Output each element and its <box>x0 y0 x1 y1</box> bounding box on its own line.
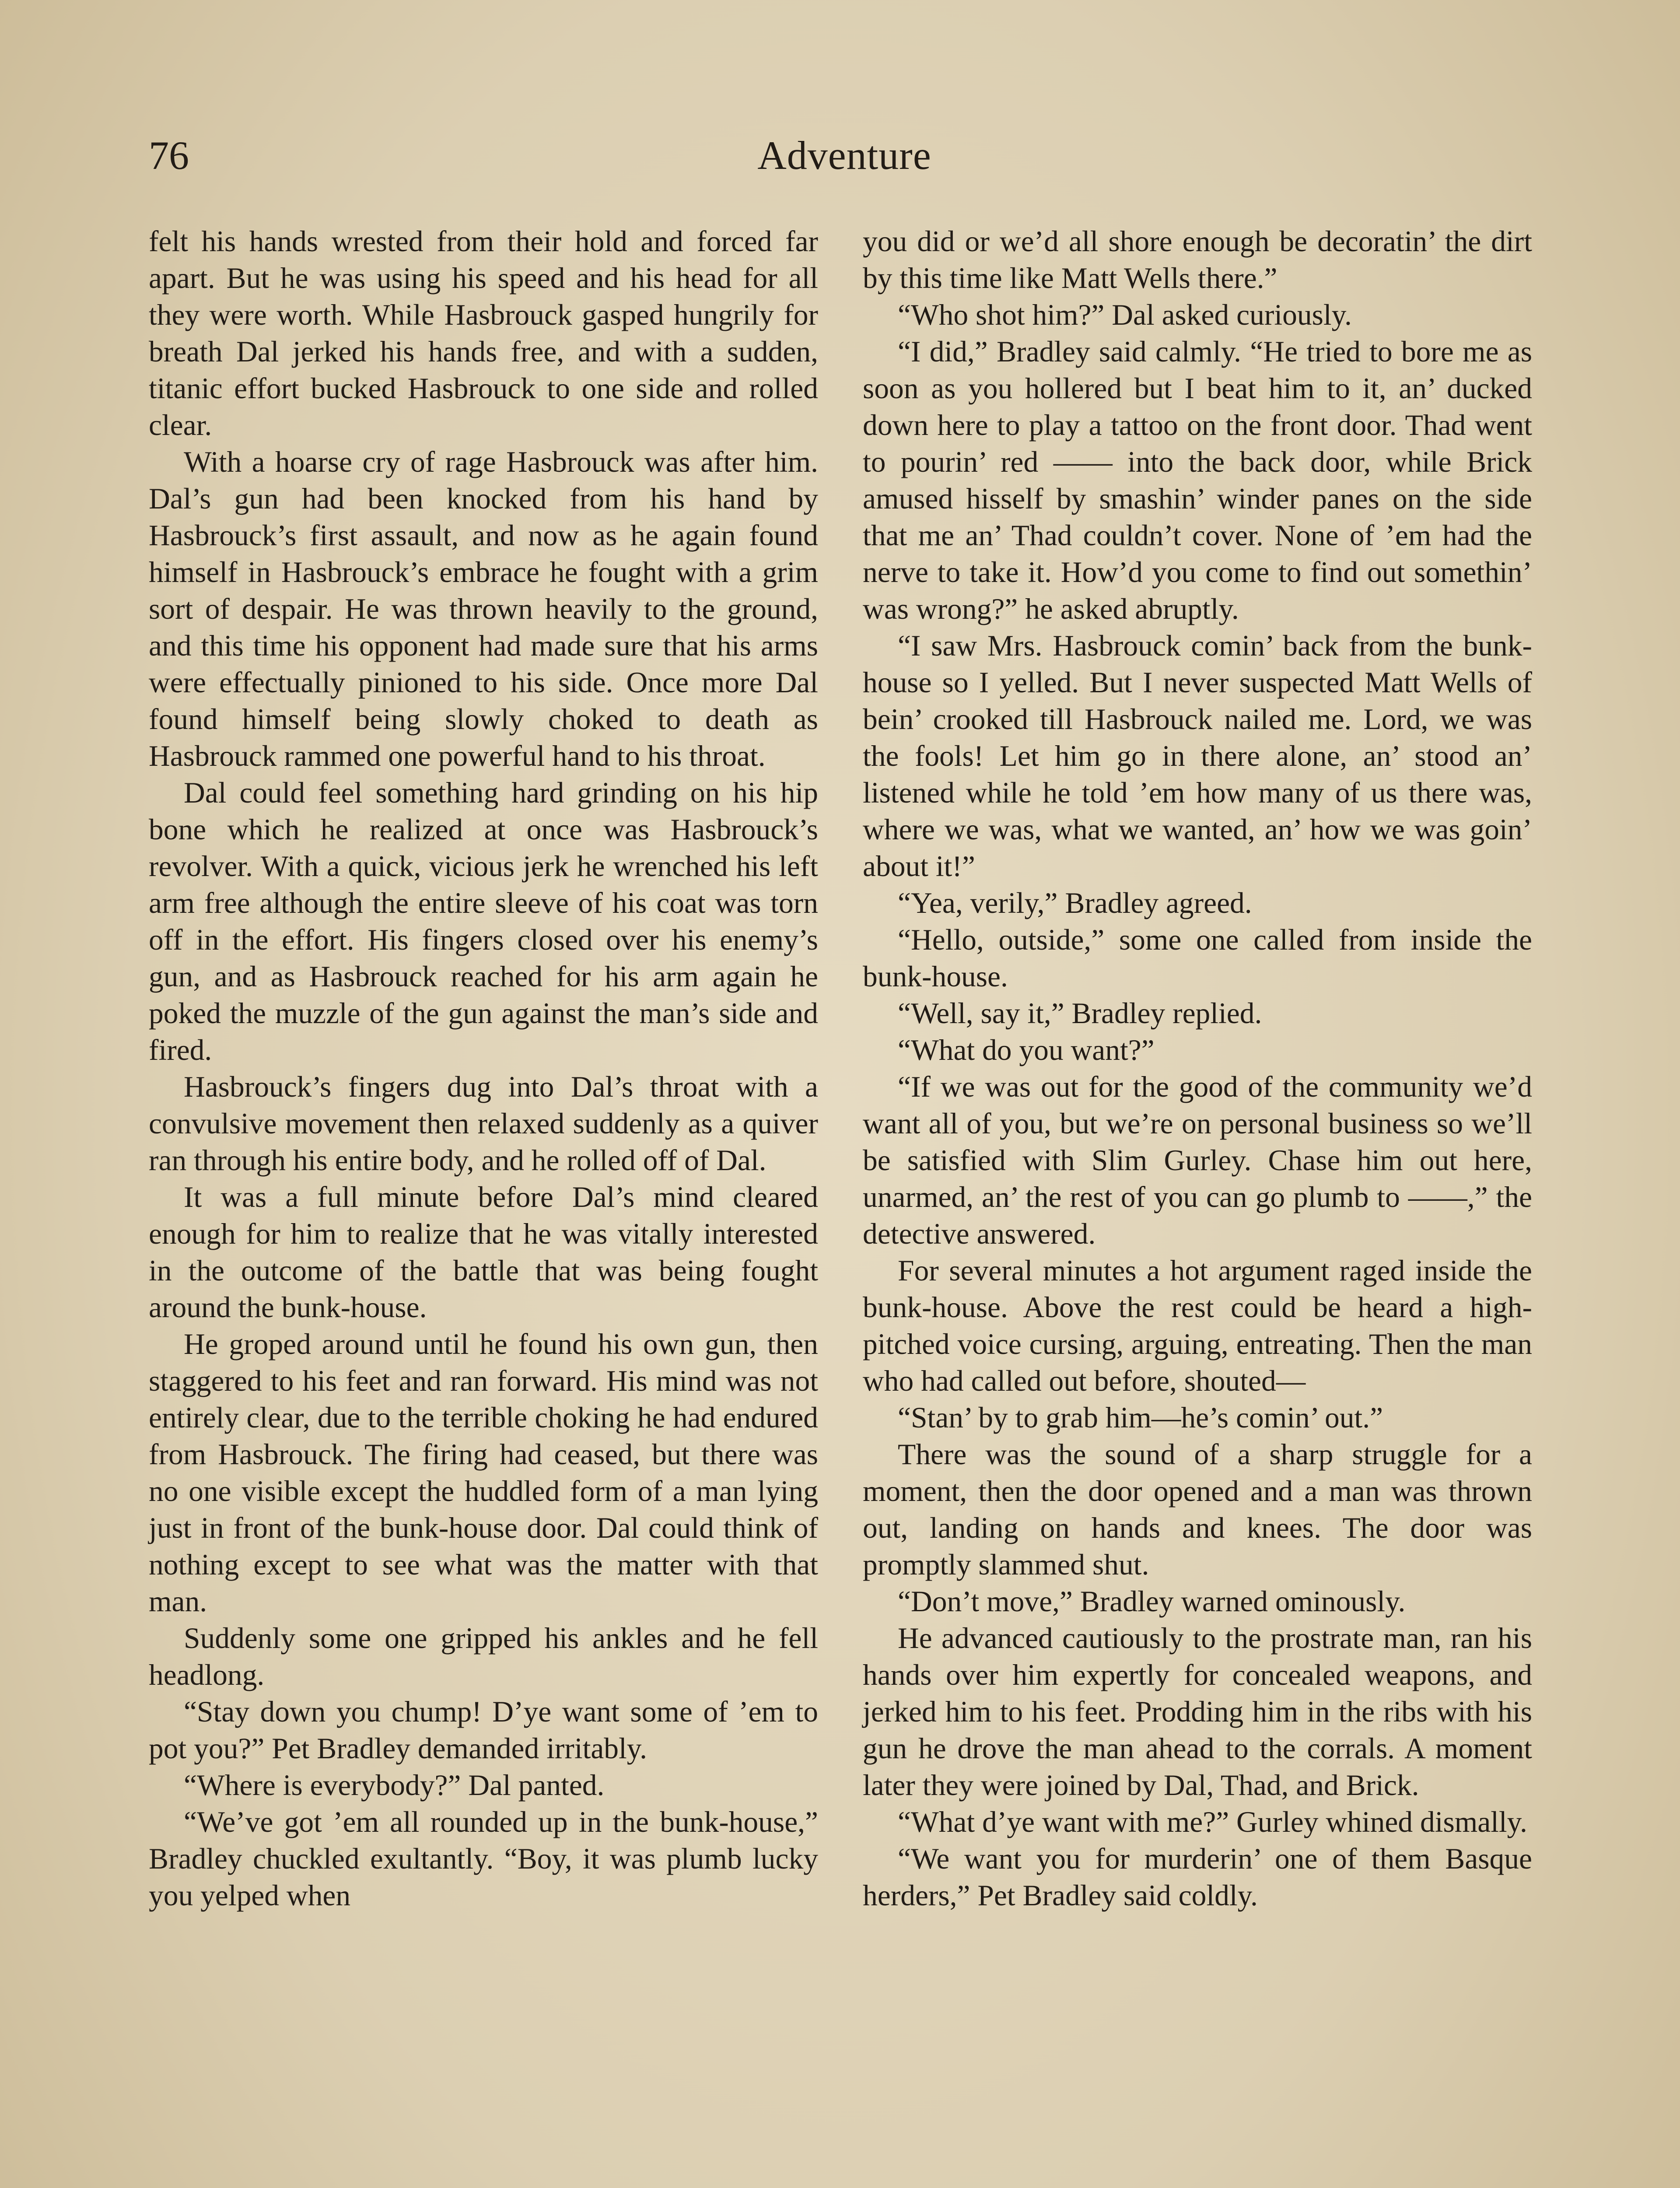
paragraph: “Where is everybody?” Dal panted. <box>184 1769 605 1802</box>
paragraph: He advanced cautiously to the prostrate man, ran his hands over him expertly for concealed weapons, and jerked him to his feet. Prodding him in the ribs with his gun he drove the man ahead to the corrals. A moment later they were joined by Dal, Thad, and Brick. <box>863 1622 1532 1802</box>
paragraph: “Yea, verily,” Bradley agreed. <box>898 887 1252 919</box>
paragraph: “I did,” Bradley said calmly. “He tried to bore me as soon as you hollered but I beat him to it, an’ ducked down here to play a tattoo on the front door. Thad went to pourin’ red —— into the back door, while Brick amused hisself by smashin’ winder panes on the side that me an’ Thad couldn’t cover. None of ’em had the nerve to take it. How’d you come to find out somethin’ was wrong?” he asked abruptly. <box>863 335 1532 625</box>
paragraph: “I saw Mrs. Hasbrouck comin’ back from the bunk-house so I yelled. But I never suspected Matt Wells of bein’ crooked till Hasbrouck nailed me. Lord, we was the fools! Let him go in there alone, an’ stood an’ listened while he told ’em how many of us there was, where we was, what we wanted, an’ how we was goin’ about it!” <box>863 629 1532 883</box>
paragraph: Dal could feel something hard grinding on his hip bone which he realized at once was Hasbrouck’s revolver. With a quick, vicious jerk he wrenched his left arm free although the entire sleeve of his coat was torn off in the effort. His fingers closed over his enemy’s gun, and as Hasbrouck reached for his arm again he poked the muzzle of the gun against the man’s side and fired. <box>149 776 818 1066</box>
paragraph: “Who shot him?” Dal asked curiously. <box>898 298 1352 331</box>
paragraph: “If we was out for the good of the community we’d want all of you, but we’re on personal business so we’ll be satisfied with Slim Gurley. Chase him out here, unarmed, an’ the rest of you can go plumb to ——,” the detective answered. <box>863 1070 1532 1250</box>
paragraph: “Don’t move,” Bradley warned ominously. <box>898 1585 1406 1618</box>
paragraph: Suddenly some one gripped his ankles and he fell headlong. <box>149 1622 818 1691</box>
paragraph: With a hoarse cry of rage Hasbrouck was after him. Dal’s gun had been knocked from his hand by Hasbrouck’s first assault, and now as he again found himself in Hasbrouck’s embrace he fought with a grim sort of despair. He was thrown heavily to the ground, and this time his opponent had made sure that his arms were effectually pinioned to his side. Once more Dal found himself being slowly choked to death as Hasbrouck rammed one powerful hand to his throat. <box>149 445 818 772</box>
paragraph: “We want you for murderin’ one of them Basque herders,” Pet Bradley said coldly. <box>863 1842 1532 1912</box>
paragraph: It was a full minute before Dal’s mind cleared enough for him to realize that he was vitally interested in the outcome of the battle that was being fought around the bunk-house. <box>149 1181 818 1324</box>
page-number: 76 <box>149 133 189 178</box>
paragraph: “Stay down you chump! D’ye want some of ’em to pot you?” Pet Bradley demanded irritably. <box>149 1695 818 1765</box>
paragraph: “What d’ye want with me?” Gurley whined dismally. <box>898 1806 1527 1838</box>
magazine-title: Adventure <box>757 133 931 178</box>
paragraph: felt his hands wrested from their hold and forced far apart. But he was using his speed and his head for all they were worth. While Hasbrouck gasped hungrily for breath Dal jerked his hands free, and with a sudden, titanic effort bucked Hasbrouck to one side and rolled clear. <box>149 225 818 442</box>
paragraph: “Hello, outside,” some one called from inside the bunk-house. <box>863 923 1532 993</box>
paragraph: “Stan’ by to grab him—he’s comin’ out.” <box>898 1401 1383 1434</box>
paragraph: He groped around until he found his own gun, then staggered to his feet and ran forward. His mind was not entirely clear, due to the terrible choking he had endured from Hasbrouck. The firing had ceased, but there was no one visible except the huddled form of a man lying just in front of the bunk-house door. Dal could think of nothing except to see what was the matter with that man. <box>149 1328 818 1618</box>
left-column <box>149 223 818 1914</box>
paragraph: There was the sound of a sharp struggle for a moment, then the door opened and a man was thrown out, landing on hands and knees. The door was promptly slammed shut. <box>863 1438 1532 1581</box>
paragraph: “We’ve got ’em all rounded up in the bunk-house,” Bradley chuckled exultantly. “Boy, it was plumb lucky you yelped when <box>149 1806 818 1912</box>
right-column <box>863 223 1532 1914</box>
paragraph: you did or we’d all shore enough be decoratin’ the dirt by this time like Matt Wells there.” <box>863 225 1532 295</box>
page-header <box>149 131 1540 188</box>
paragraph: “Well, say it,” Bradley replied. <box>898 997 1262 1030</box>
paragraph: Hasbrouck’s fingers dug into Dal’s throat with a convulsive movement then relaxed suddenly as a quiver ran through his entire body, and he rolled off of Dal. <box>149 1070 818 1177</box>
paragraph: For several minutes a hot argument raged inside the bunk-house. Above the rest could be heard a high-pitched voice cursing, arguing, entreating. Then the man who had called out before, shouted— <box>863 1254 1532 1397</box>
paragraph: “What do you want?” <box>898 1034 1155 1066</box>
